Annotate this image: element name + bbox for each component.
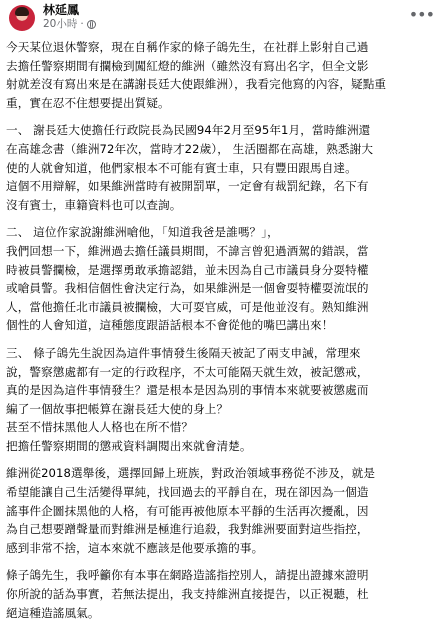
paragraph-appeal xyxy=(6,566,437,622)
avatar[interactable] xyxy=(9,5,35,31)
text-line: 三、 條子鴿先生說因為這件事情發生後隔天被記了兩支申誡，常理來 xyxy=(6,345,361,360)
text-line: 或嗆員警。我相信個性會決定行為，如果維洲是一個會耍特權耍流氓的 xyxy=(6,281,369,296)
text-line: 我們回想一下，維洲過去擔任議員期間，不諱言曾犯過酒駕的錯誤，當 xyxy=(6,243,369,258)
text-line: 希望能讓自己生活變得單純，找回過去的平靜自在，現在卻因為一個造 xyxy=(6,485,369,500)
text-line: 人，當他擔任北市議員被攔檢，大可耍官威，可是他並沒有。熟知維洲 xyxy=(6,299,369,314)
paragraph-point-1 xyxy=(6,121,437,214)
text-line: 去擔任警察期間有攔檢到闖紅燈的維洲（雖然沒有寫出名字，但全文影 xyxy=(6,58,369,73)
text-line: 編了一個故事把帳算在謝長廷大使的身上？ xyxy=(6,401,229,416)
paragraph-intro xyxy=(6,38,437,112)
text-line: 你所說的話為事實，若無法提出，我支持維洲直接提告，以正視聽，杜 xyxy=(6,587,369,602)
text-line: 真的是因為這件事情發生？還是根本是因為別的事情本來就要被懲處而 xyxy=(6,383,369,398)
more-options-icon[interactable]: ••• xyxy=(408,5,434,24)
post-header xyxy=(0,0,443,34)
text-line: 說，警察懲處都有一定的行政程序，不太可能隔天就生效，被記懲戒， xyxy=(6,364,369,379)
dot-separator: · xyxy=(80,18,84,30)
text-line: 使的人就會知道，他們家根本不可能有賓士車，只有豐田跟馬自達。 xyxy=(6,160,357,175)
post-body xyxy=(6,38,437,622)
text-line: 在高雄念書（維洲72年次，當時才22歲）， 生活圈都在高雄，熟悉謝大 xyxy=(6,141,374,156)
globe-icon xyxy=(87,20,96,29)
text-line: 維洲從2018選舉後，選擇回歸上班族，對政治領域事務從不涉及，就是 xyxy=(6,466,376,481)
text-line: 沒有賓士，車籍資料也可以查詢。 xyxy=(6,197,182,212)
text-line: 射就差沒有寫出來是在講謝長廷大使跟維洲），我看完他寫的內容，疑點重 xyxy=(6,77,387,92)
text-line: 謠事件企圖抹黑他的人格，有可能再被他原本平靜的生活再次擾亂，因 xyxy=(6,503,369,518)
text-line: 個性的人會知道，這種態度跟語話根本不會從他的嘴巴講出來！ xyxy=(6,318,334,333)
post-meta xyxy=(43,18,96,31)
text-line: 這個不用辯解，如果維洲當時有被開罰單，一定會有裁罰紀錄，名下有 xyxy=(6,179,369,194)
text-line: 把擔任警察期間的懲戒資料調閱出來就會清楚。 xyxy=(6,438,252,453)
paragraph-point-3 xyxy=(6,344,437,456)
text-line: 重，實在忍不住想要提出質疑。 xyxy=(6,95,170,110)
text-line: 甚至不惜抹黑他人人格也在所不惜？ xyxy=(6,420,194,435)
text-line: 絕這種造謠風氣。 xyxy=(6,605,100,620)
text-line: 一、 謝長廷大使擔任行政院長為民國94年2月至95年1月，當時維洲還 xyxy=(6,123,371,138)
text-line: 感到非常不捨，這本來就不應該是他要承擔的事。 xyxy=(6,540,264,555)
paragraph-point-2 xyxy=(6,223,437,335)
text-line: 二、 這位作家說謝維洲嗆他，「知道我爸是誰嗎？」， xyxy=(6,225,279,240)
text-line: 為自己想要蹭聲量而對維洲是極進行追殺，我對維洲要面對這些指控， xyxy=(6,522,369,537)
paragraph-background xyxy=(6,464,437,557)
text-line: 今天某位退休警察，現在自稱作家的條子鴿先生，在社群上影射自己過 xyxy=(6,40,369,54)
post-time[interactable]: 20小時 xyxy=(43,18,78,30)
author-name[interactable]: 林延鳳 xyxy=(43,3,80,17)
text-line: 時被員警攔檢，是選擇勇敢承擔認錯，並未因為自己市議員身分耍特權 xyxy=(6,262,369,277)
text-line: 條子鴿先生，我呼籲你有本事在網路造謠指控別人，請提出證據來證明 xyxy=(6,568,369,583)
